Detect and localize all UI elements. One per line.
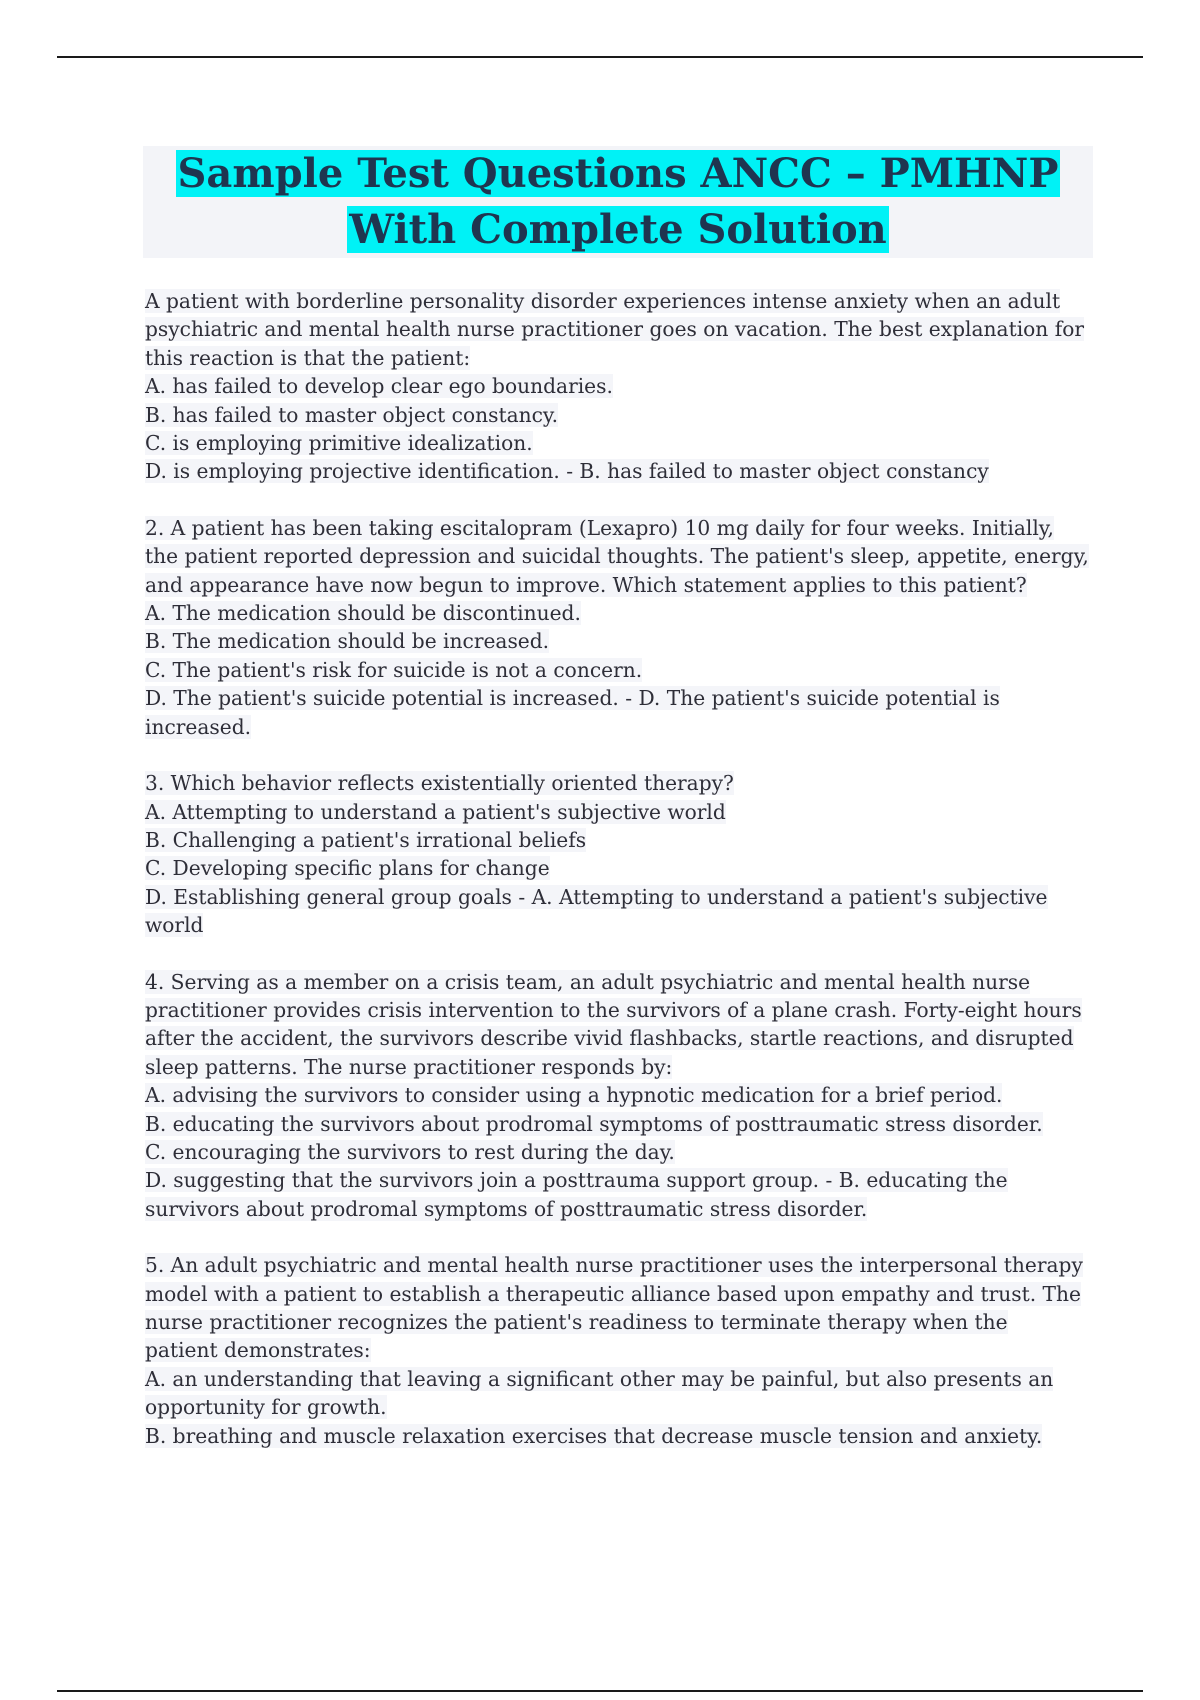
- bottom-rule: [57, 1690, 1143, 1692]
- answer-option: A. Attempting to understand a patient's subjective world: [145, 799, 726, 824]
- title-line-2: With Complete Solution: [349, 206, 887, 253]
- question-1: [145, 287, 1095, 486]
- question-line: this reaction is that the patient:: [145, 345, 471, 370]
- question-3: [145, 769, 1095, 939]
- answer-option: survivors about prodromal symptoms of posttraumatic stress disorder.: [145, 1196, 868, 1221]
- answer-option: D. The patient's suicide potential is increased. - D. The patient's suicide potential is: [145, 686, 1000, 711]
- answer-option: D. is employing projective identification. - B. has failed to master object constancy: [145, 459, 989, 484]
- answer-option: A. an understanding that leaving a significant other may be painful, but also presents an: [145, 1366, 1054, 1391]
- answer-option: B. Challenging a patient's irrational beliefs: [145, 827, 587, 852]
- answer-option: C. is employing primitive idealization.: [145, 431, 533, 456]
- answer-option: opportunity for growth.: [145, 1395, 387, 1420]
- document-title: [143, 146, 1093, 258]
- answer-option: C. encouraging the survivors to rest during the day.: [145, 1139, 675, 1164]
- question-line: nurse practitioner recognizes the patient's readiness to terminate therapy when the: [145, 1310, 1008, 1334]
- answer-option: D. suggesting that the survivors join a posttrauma support group. - B. educating the: [145, 1168, 1008, 1193]
- answer-option: A. advising the survivors to consider using a hypnotic medication for a brief period.: [145, 1083, 1003, 1108]
- question-line: 5. An adult psychiatric and mental health nurse practitioner uses the interpersonal therapy: [145, 1253, 1083, 1278]
- question-line: 2. A patient has been taking escitalopram (Lexapro) 10 mg daily for four weeks. Initially,: [145, 515, 1054, 540]
- top-rule: [57, 56, 1143, 58]
- question-line: the patient reported depression and suicidal thoughts. The patient's sleep, appetite, energy,: [145, 544, 1089, 569]
- answer-option: A. has failed to develop clear ego boundaries.: [145, 374, 613, 399]
- answer-option: C. The patient's risk for suicide is not a concern.: [145, 657, 643, 682]
- question-line: practitioner provides crisis intervention to the survivors of a plane crash. Forty-eight hours: [145, 997, 1082, 1022]
- question-line: and appearance have now begun to improve. Which statement applies to this patient?: [145, 572, 1027, 597]
- question-line: 3. Which behavior reflects existentially oriented therapy?: [145, 771, 734, 796]
- questions-body: [145, 287, 1095, 1478]
- answer-option: B. The medication should be increased.: [145, 629, 550, 654]
- question-line: A patient with borderline personality disorder experiences intense anxiety when an adult: [145, 289, 1061, 313]
- answer-option: A. The medication should be discontinued.: [145, 601, 581, 626]
- answer-option: B. educating the survivors about prodromal symptoms of posttraumatic stress disorder.: [145, 1111, 1043, 1136]
- question-line: 4. Serving as a member on a crisis team, an adult psychiatric and mental health nurse: [145, 969, 1031, 994]
- question-5: [145, 1251, 1095, 1450]
- answer-option: D. Establishing general group goals - A. Attempting to understand a patient's subjective: [145, 884, 1048, 909]
- question-line: patient demonstrates:: [145, 1338, 371, 1363]
- title-line-1: Sample Test Questions ANCC – PMHNP: [177, 150, 1059, 197]
- answer-option: C. Developing specific plans for change: [145, 856, 550, 881]
- question-line: model with a patient to establish a therapeutic alliance based upon empathy and trust. The: [145, 1281, 1081, 1306]
- question-4: [145, 968, 1095, 1224]
- answer-option: B. breathing and muscle relaxation exercises that decrease muscle tension and anxiety.: [145, 1423, 1043, 1448]
- answer-option: world: [145, 913, 204, 938]
- question-line: psychiatric and mental health nurse practitioner goes on vacation. The best explanation for: [145, 317, 1084, 342]
- question-line: sleep patterns. The nurse practitioner responds by:: [145, 1054, 673, 1079]
- question-2: [145, 514, 1095, 741]
- question-line: after the accident, the survivors describe vivid flashbacks, startle reactions, and disrupted: [145, 1026, 1074, 1051]
- answer-option: B. has failed to master object constancy.: [145, 402, 559, 427]
- answer-option: increased.: [145, 714, 252, 739]
